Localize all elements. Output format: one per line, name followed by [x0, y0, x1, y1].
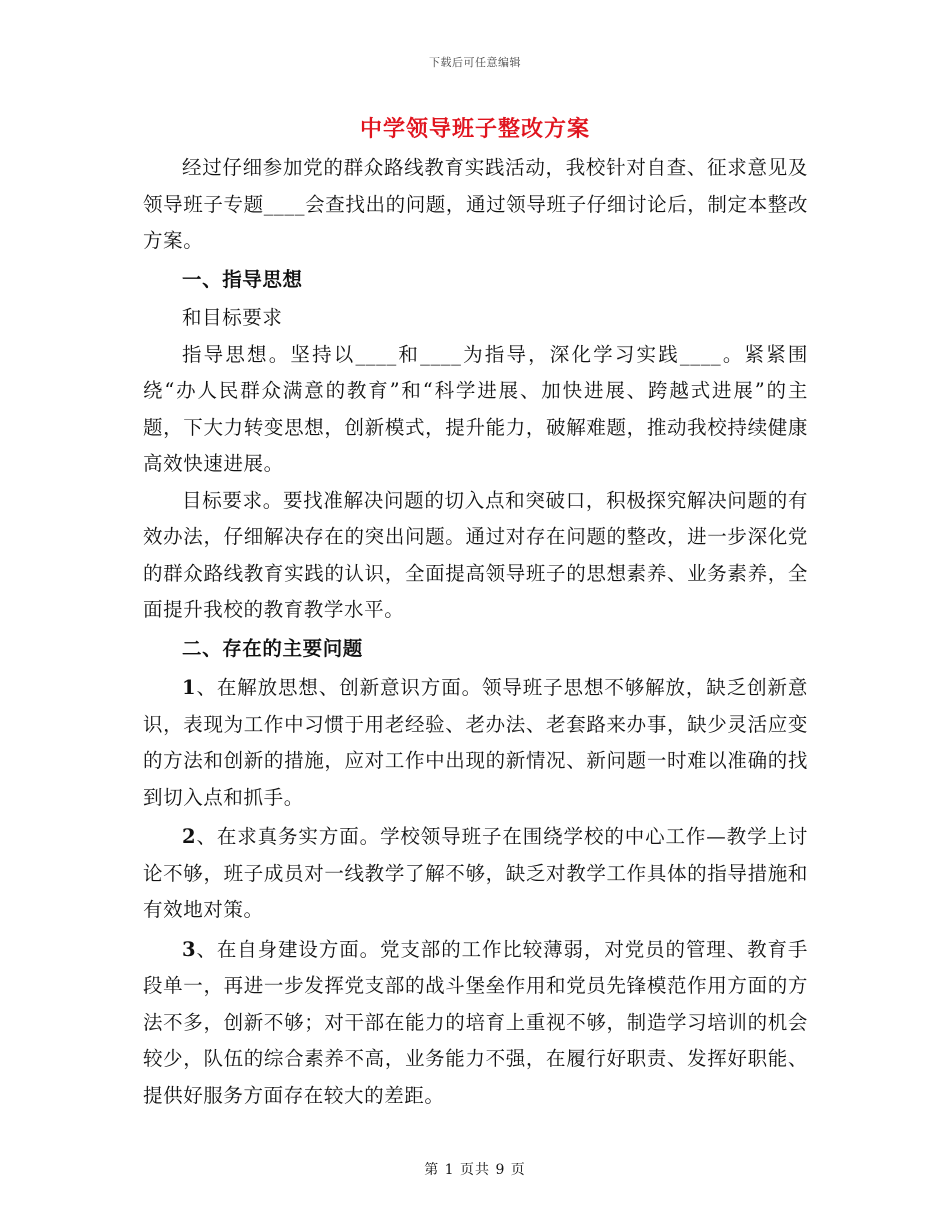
document-body — [143, 150, 808, 1114]
problem-text-3: 、在自身建设方面。党支部的工作比较薄弱，对党员的管理、教育手段单一，再进一步发挥党支部的战斗堡垒作用和党员先锋模范作用方面的方法不多，创新不够；对干部在能力的培育上重视不够，制造学习培训的机会较少，队伍的综合素养不高，业务能力不强，在履行好职责、发挥好职能、提供好服务方面存在较大的差距。 — [143, 937, 808, 1107]
goals-paragraph: 目标要求。要找准解决问题的切入点和突破口，积极探究解决问题的有效办法，仔细解决存在的突出问题。通过对存在问题的整改，进一步深化党的群众路线教育实践的认识，全面提高领导班子的思想素养、业务素养，全面提升我校的教育教学水平。 — [143, 488, 808, 621]
problem-text-1: 、在解放思想、创新意识方面。领导班子思想不够解放，缺乏创新意识，表现为工作中习惯于用老经验、老办法、老套路来办事，缺少灵活应变的方法和创新的措施，应对工作中出现的新情况、新问题一时难以准确的找到切入点和抓手。 — [143, 676, 808, 809]
section-heading-1: 一、指导思想 — [182, 267, 303, 291]
problem-number-2: 2 — [182, 825, 197, 848]
problem-item-2 — [143, 819, 808, 929]
problem-number-1: 1 — [182, 676, 197, 699]
section-subheading-1: 和目标要求 — [182, 306, 283, 329]
guiding-thought-paragraph: 指导思想。坚持以____和____为指导，深化学习实践____。紧紧围绕“办人民群众满意的教育”和“科学进展、加快进展、跨越式进展”的主题，下大力转变思想，创新模式，提升能力，破解难题，推动我校持续健康高效快速进展。 — [143, 342, 808, 475]
page-footer: 第 1 页共 9 页 — [424, 1162, 526, 1178]
section-heading-2: 二、存在的主要问题 — [182, 636, 363, 660]
intro-paragraph: 经过仔细参加党的群众路线教育实践活动，我校针对自查、征求意见及领导班子专题____会查找出的问题，通过领导班子仔细讨论后，制定本整改方案。 — [143, 156, 808, 252]
problem-text-2: 、在求真务实方面。学校领导班子在围绕学校的中心工作—教学上讨论不够，班子成员对一线教学了解不够，缺乏对教学工作具体的指导措施和有效地对策。 — [143, 825, 808, 921]
problem-number-3: 3 — [182, 937, 197, 961]
problem-item-1 — [143, 670, 808, 816]
header-note: 下载后可任意编辑 — [429, 56, 521, 69]
document-title: 中学领导班子整改方案 — [359, 116, 590, 142]
problem-item-3 — [143, 932, 808, 1115]
